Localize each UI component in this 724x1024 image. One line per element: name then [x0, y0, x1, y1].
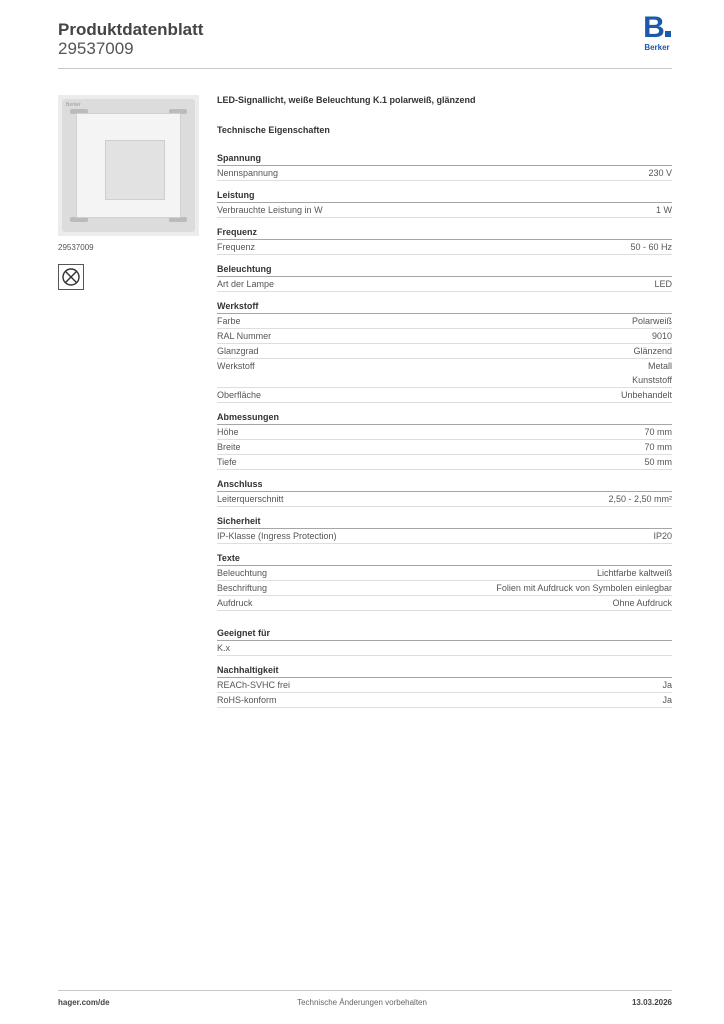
spec-value	[652, 329, 672, 343]
header-divider	[58, 68, 672, 69]
spec-value	[632, 314, 672, 328]
spec-section	[217, 479, 672, 507]
spec-row	[217, 566, 672, 581]
section-title: Frequenz	[217, 227, 672, 240]
spec-section	[217, 553, 672, 611]
logo-letter: B	[643, 11, 664, 44]
spec-section	[217, 153, 672, 181]
spec-value-line: 70 mm	[644, 427, 672, 437]
spec-label: Werkstoff	[217, 361, 255, 371]
spec-label: Art der Lampe	[217, 279, 275, 289]
spec-row	[217, 314, 672, 329]
spec-row	[217, 240, 672, 255]
product-image	[58, 95, 199, 236]
spec-label: Beschriftung	[217, 583, 268, 593]
spec-section	[217, 620, 672, 656]
spec-section	[217, 412, 672, 470]
spec-section	[217, 190, 672, 218]
spec-value-line: Ja	[662, 680, 672, 690]
spec-value	[648, 166, 672, 180]
spec-label: IP-Klasse (Ingress Protection)	[217, 531, 337, 541]
spec-label: Verbrauchte Leistung in W	[217, 205, 323, 215]
spec-value	[644, 455, 672, 469]
spec-value	[612, 596, 672, 610]
footer-divider	[58, 990, 672, 991]
spec-label: Farbe	[217, 316, 241, 326]
spec-value	[597, 566, 672, 580]
tech-title: Technische Eigenschaften	[217, 125, 330, 135]
spec-value-line: 70 mm	[644, 442, 672, 452]
section-title: Anschluss	[217, 479, 672, 492]
spec-label: REACh-SVHC frei	[217, 680, 291, 690]
spec-value	[653, 529, 672, 543]
spec-label: Glanzgrad	[217, 346, 259, 356]
spec-value-line: Ja	[662, 695, 672, 705]
footer-note: Technische Änderungen vorbehalten	[297, 998, 427, 1007]
spec-value	[621, 388, 672, 402]
spec-row	[217, 678, 672, 693]
spec-row	[217, 641, 672, 656]
spec-section	[217, 264, 672, 292]
footer-website: hager.com/de	[58, 998, 110, 1007]
spec-value	[644, 440, 672, 454]
spec-label: K.x	[217, 643, 231, 653]
frame-brand-mark: Berker	[66, 102, 81, 108]
spec-row	[217, 596, 672, 611]
section-title: Nachhaltigkeit	[217, 665, 672, 678]
section-title: Abmessungen	[217, 412, 672, 425]
spec-value-line: Polarweiß	[631, 316, 672, 326]
page-title: Produktdatenblatt	[58, 20, 204, 39]
spec-row	[217, 203, 672, 218]
spec-value	[654, 277, 672, 291]
spec-section	[217, 665, 672, 708]
spec-value-line: 50 mm	[644, 457, 672, 467]
spec-label: RoHS-konform	[217, 695, 277, 705]
signal-lens	[105, 140, 165, 200]
section-title: Werkstoff	[217, 301, 672, 314]
spec-value-line: 50 - 60 Hz	[630, 242, 672, 252]
spec-value-line: 2,50 - 2,50 mm²	[608, 494, 672, 504]
spec-value-line: Glänzend	[633, 346, 672, 356]
spec-value	[656, 203, 672, 217]
spec-value	[630, 240, 672, 254]
spec-value-line: Kunststoff	[632, 375, 672, 385]
spec-label: Leiterquerschnitt	[217, 494, 284, 504]
spec-content	[217, 95, 672, 717]
spec-label: Frequenz	[217, 242, 256, 252]
spec-row	[217, 455, 672, 470]
spec-value	[496, 581, 672, 595]
spec-label: Breite	[217, 442, 241, 452]
spec-value-line: Lichtfarbe kaltweiß	[596, 568, 672, 578]
section-title: Leistung	[217, 190, 672, 203]
spec-row	[217, 359, 672, 388]
section-title: Spannung	[217, 153, 672, 166]
image-code: 29537009	[58, 243, 94, 252]
spec-row	[217, 425, 672, 440]
spec-label: Aufdruck	[217, 598, 253, 608]
spec-value	[608, 492, 672, 506]
spec-row	[217, 492, 672, 507]
lamp-symbol-icon	[58, 264, 84, 290]
spec-row	[217, 388, 672, 403]
spec-value-line: LED	[654, 279, 672, 289]
section-title: Texte	[217, 553, 672, 566]
product-title: LED-Signallicht, weiße Beleuchtung K.1 polarweiß, glänzend	[217, 95, 476, 105]
spec-row	[217, 440, 672, 455]
section-title: Sicherheit	[217, 516, 672, 529]
spec-value	[633, 344, 672, 358]
spec-label: Tiefe	[217, 457, 237, 467]
logo-text: Berker	[644, 43, 670, 52]
footer-date: 13.03.2026	[631, 998, 672, 1007]
spec-value-line: 9010	[651, 331, 672, 341]
spec-row	[217, 529, 672, 544]
spec-value	[644, 425, 672, 439]
spec-label: Nennspannung	[217, 168, 279, 178]
spec-label: Oberfläche	[217, 390, 262, 400]
spec-value-line: 1 W	[655, 205, 672, 215]
section-title: Geeignet für	[217, 628, 672, 641]
spec-value-line: Ohne Aufdruck	[612, 598, 672, 608]
spec-row	[217, 344, 672, 359]
spec-row	[217, 277, 672, 292]
brand-logo	[640, 11, 674, 52]
spec-row	[217, 166, 672, 181]
spec-section	[217, 301, 672, 403]
spec-value-line: 230 V	[648, 168, 672, 178]
spec-row	[217, 581, 672, 596]
spec-row	[217, 329, 672, 344]
spec-value	[632, 359, 672, 387]
spec-value-line: Metall	[647, 361, 672, 371]
spec-section	[217, 516, 672, 544]
spec-section	[217, 227, 672, 255]
spec-value	[662, 693, 672, 707]
spec-value-line: Folien mit Aufdruck von Symbolen einlegbar	[496, 583, 672, 593]
spec-row	[217, 693, 672, 708]
spec-value-line: IP20	[653, 531, 672, 541]
section-title: Beleuchtung	[217, 264, 672, 277]
product-number: 29537009	[58, 39, 134, 58]
spec-value	[662, 678, 672, 692]
spec-label: RAL Nummer	[217, 331, 272, 341]
spec-value-line: Unbehandelt	[620, 390, 672, 400]
spec-label: Höhe	[217, 427, 239, 437]
spec-label: Beleuchtung	[217, 568, 268, 578]
